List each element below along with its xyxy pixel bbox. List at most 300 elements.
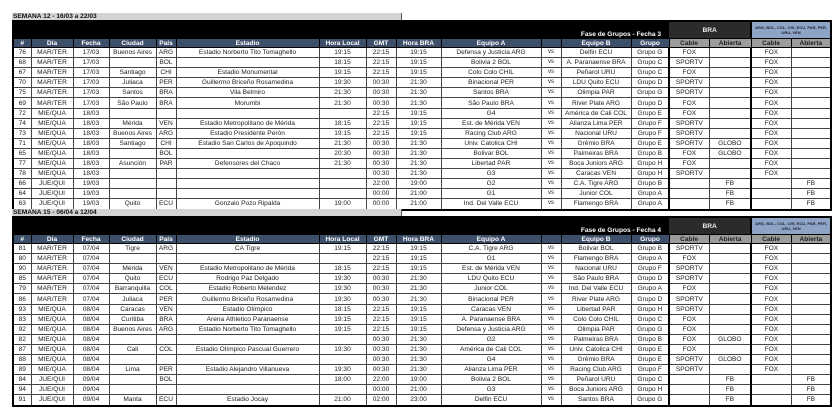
header-team-b: Equipo B [561,235,631,244]
cell-bra-time: 19:15 [396,264,441,274]
schedule-table [12,20,832,211]
cell-bra-cable [669,199,709,210]
cell-team-b: Bolivar BOL [561,244,631,254]
cell-local-time: 19:15 [319,324,366,334]
cell-bra-time: 19:15 [396,48,441,58]
cell-team-b: Junior COL [561,189,631,199]
cell-group: Grupo H [631,169,669,179]
cell-group: Grupo G [631,324,669,334]
cell-match-number: 93 [13,304,31,314]
cell-team-a: Bolivia 2 BOL [441,58,541,68]
cell-country [156,334,176,344]
cell-others-cable [751,385,791,395]
cell-local-time: 21:30 [319,138,366,148]
cell-country: COL [156,344,176,354]
table-row [13,169,831,179]
cell-bra-cable: SPORTV [669,244,709,254]
cell-team-a: Delfin ECU [441,395,541,406]
cell-others-open [791,98,831,108]
table-row [13,68,831,78]
cell-city: Quito [109,274,156,284]
cell-others-cable: FOX [751,324,791,334]
cell-stadium: CA Tigre [176,244,319,254]
cell-gmt-time: 22:15 [366,68,396,78]
cell-team-b: Peñarol URU [561,68,631,78]
table-row [13,199,831,210]
cell-bra-cable: FOX [669,334,709,344]
cell-stadium: Estadio Presidente Perón [176,128,319,138]
cell-bra-open [709,344,751,354]
table-row [13,264,831,274]
cell-local-time: 19:30 [319,274,366,284]
cell-others-cable: FOX [751,108,791,118]
cell-team-b: América de Cali COL [561,108,631,118]
cell-team-b: Delfin ECU [561,48,631,58]
cell-city: Mérida [109,264,156,274]
cell-group: Grupo A [631,284,669,294]
column-headers [13,39,831,48]
cell-bra-time: 23:00 [396,395,441,406]
cell-country [156,254,176,264]
cell-bra-cable: FOX [669,324,709,334]
cell-group: Grupo E [631,344,669,354]
cell-gmt-time: 00:30 [366,274,396,284]
header-country: País [156,39,176,48]
cell-team-a: Ind. Del Valle ECU [441,199,541,210]
cell-match-number: 90 [13,264,31,274]
cell-day: JUE/QUI [31,395,73,406]
cell-team-a: Racing Club ARG [441,128,541,138]
cell-bra-cable: FOX [669,284,709,294]
cell-stadium [176,58,319,68]
cell-others-open [791,88,831,98]
cell-day: MIE/QUA [31,169,73,179]
cell-stadium [176,169,319,179]
phase-band [13,21,831,39]
header-city: Ciudad [109,235,156,244]
cell-bra-open [709,78,751,88]
cell-date: 08/04 [73,324,109,334]
cell-others-cable [751,189,791,199]
table-row [13,395,831,406]
cell-team-a: G4 [441,108,541,118]
cell-local-time: 18:00 [319,375,366,385]
cell-vs: vs [541,199,561,210]
cell-others-cable: FOX [751,128,791,138]
cell-date: 18/03 [73,169,109,179]
cell-city: Buenos Aires [109,324,156,334]
table-row [13,365,831,375]
cell-bra-time: 21:00 [396,189,441,199]
cell-others-cable: FOX [751,294,791,304]
cell-day: JUE/QUI [31,179,73,189]
cell-others-open [791,324,831,334]
cell-day: MIE/QUA [31,138,73,148]
cell-day: JUE/QUI [31,375,73,385]
cell-vs: vs [541,138,561,148]
cell-others-open [791,274,831,284]
cell-vs: vs [541,68,561,78]
cell-bra-time: 21:30 [396,138,441,148]
cell-vs: vs [541,334,561,344]
cell-vs: vs [541,274,561,284]
cell-stadium [176,355,319,365]
cell-team-b: Libertad PAR [561,304,631,314]
cell-group: Grupo H [631,159,669,169]
cell-match-number: 64 [13,189,31,199]
cell-stadium: Estadio Metropolitano de Mérida [176,264,319,274]
header-gmt-time: GMT [366,39,396,48]
table-row [13,344,831,354]
cell-local-time [319,254,366,264]
cell-bra-open [709,169,751,179]
cell-others-cable: FOX [751,244,791,254]
cell-others-open: FB [791,375,831,385]
cell-others-cable [751,395,791,406]
cell-city: Santiago [109,68,156,78]
cell-stadium: Estadio Monumental [176,68,319,78]
cell-gmt-time: 00:00 [366,199,396,210]
header-bra-time: Hora BRA [396,235,441,244]
cell-vs: vs [541,118,561,128]
cell-stadium: Defensores del Chaco [176,159,319,169]
cell-group: Grupo D [631,274,669,284]
cell-team-a: G2 [441,179,541,189]
cell-stadium [176,108,319,118]
cell-team-a: G1 [441,254,541,264]
table-row [13,254,831,264]
cell-day: MIE/QUA [31,159,73,169]
cell-team-b: C.A. Tigre ARG [561,179,631,189]
cell-others-open [791,355,831,365]
cell-bra-cable: FOX [669,344,709,354]
week-label: SEMANA 15 - 06/04 a 12/04 [12,209,402,216]
cell-day: MIE/QUA [31,344,73,354]
cell-date: 17/03 [73,88,109,98]
cell-team-b: São Paulo BRA [561,274,631,284]
cell-date: 07/04 [73,244,109,254]
cell-local-time: 19:15 [319,128,366,138]
cell-bra-time: 21:00 [396,199,441,210]
cell-city: Cali [109,344,156,354]
cell-date: 09/04 [73,375,109,385]
cell-group: Grupo E [631,355,669,365]
table-row [13,294,831,304]
cell-team-a: A. Paranaense BRA [441,314,541,324]
cell-team-b: Santos BRA [561,395,631,406]
cell-country [156,169,176,179]
cell-others-cable: FOX [751,314,791,324]
cell-vs: vs [541,344,561,354]
cell-gmt-time: 22:15 [366,244,396,254]
cell-team-b: Racing Club ARG [561,365,631,375]
cell-gmt-time: 22:15 [366,254,396,264]
cell-bra-time: 19:15 [396,304,441,314]
cell-others-open [791,284,831,294]
header-local-time: Hora Local [319,235,366,244]
cell-country: BRA [156,98,176,108]
cell-others-open [791,334,831,344]
cell-team-b: Peñarol URU [561,375,631,385]
cell-bra-time: 19:00 [396,375,441,385]
cell-stadium: Estadio Olímpico Pascual Guerrero [176,344,319,354]
cell-bra-cable: FOX [669,159,709,169]
cell-match-number: 79 [13,284,31,294]
cell-group: Grupo G [631,395,669,406]
header-gmt-time: GMT [366,235,396,244]
schedule-section [12,13,830,211]
cell-day: MIE/QUA [31,365,73,375]
cell-team-b: Caracas VEN [561,169,631,179]
table-row [13,304,831,314]
cell-date: 07/04 [73,264,109,274]
cell-bra-cable: FOX [669,48,709,58]
cell-team-b: Palmeiras BRA [561,148,631,158]
cell-others-open [791,244,831,254]
cell-bra-cable: SPORTV [669,274,709,284]
cell-date: 08/04 [73,355,109,365]
other-countries-header: ARG, BOL, COL, CHI, ECU, PAR, PER, URU, VEN [751,217,831,235]
cell-bra-time: 21:30 [396,148,441,158]
cell-team-a: G3 [441,169,541,179]
cell-bra-open [709,254,751,264]
cell-others-open [791,58,831,68]
cell-team-b: Alianza Lima PER [561,118,631,128]
cell-others-open [791,68,831,78]
cell-stadium: Estadio Norberto Tito Tomaghello [176,324,319,334]
cell-country: PAR [156,159,176,169]
cell-stadium [176,179,319,189]
cell-date: 08/04 [73,334,109,344]
cell-vs: vs [541,148,561,158]
header-stadium: Estadio [176,235,319,244]
cell-others-open [791,365,831,375]
cell-team-b: LDU Quito ECU [561,78,631,88]
cell-local-time: 21:30 [319,98,366,108]
cell-others-cable: FOX [751,169,791,179]
schedule-section [12,209,830,407]
cell-gmt-time: 00:00 [366,189,396,199]
cell-gmt-time: 00:00 [366,385,396,395]
cell-city [109,148,156,158]
header-bra-cable: Cable [669,235,709,244]
table-row [13,179,831,189]
cell-team-b: Grêmio BRA [561,138,631,148]
cell-local-time: 19:30 [319,284,366,294]
cell-bra-open [709,88,751,98]
cell-gmt-time: 00:30 [366,98,396,108]
cell-bra-cable: SPORTV [669,304,709,314]
cell-bra-cable: SPORTV [669,365,709,375]
header-bra-cable: Cable [669,39,709,48]
table-row [13,48,831,58]
cell-vs: vs [541,159,561,169]
cell-match-number: 92 [13,324,31,334]
cell-bra-cable: SPORTV [669,58,709,68]
cell-city [109,189,156,199]
cell-team-a: Alianza Lima PER [441,365,541,375]
cell-others-cable [751,375,791,385]
cell-team-a: Defensa y Justicia ARG [441,48,541,58]
cell-country: ARG [156,48,176,58]
cell-bra-cable [669,189,709,199]
cell-bra-open [709,159,751,169]
cell-bra-time: 19:15 [396,58,441,68]
cell-gmt-time: 00:30 [366,344,396,354]
cell-team-a: Junior COL [441,284,541,294]
cell-team-a: G2 [441,334,541,344]
cell-bra-cable: SPORTV [669,169,709,179]
cell-group: Grupo B [631,148,669,158]
cell-day: MAR/TER [31,88,73,98]
cell-gmt-time: 00:30 [366,334,396,344]
cell-match-number: 80 [13,254,31,264]
cell-day: MIE/QUA [31,304,73,314]
cell-others-cable [751,199,791,210]
cell-match-number: 91 [13,395,31,406]
cell-group: Grupo C [631,375,669,385]
cell-stadium [176,189,319,199]
table-row [13,118,831,128]
cell-team-a: Colo Colo CHIL [441,68,541,78]
cell-day: MIE/QUA [31,118,73,128]
cell-country: PER [156,78,176,88]
cell-gmt-time: 00:30 [366,294,396,304]
cell-vs: vs [541,108,561,118]
cell-bra-open [709,118,751,128]
cell-bra-open: FB [709,189,751,199]
cell-stadium: Rodrigo Paz Delgado [176,274,319,284]
cell-bra-open: GLOBO [709,148,751,158]
cell-country: COL [156,284,176,294]
cell-vs: vs [541,244,561,254]
cell-city: Curitiba [109,314,156,324]
cell-city [109,58,156,68]
cell-team-b: Nacional URU [561,264,631,274]
cell-bra-time: 21:30 [396,344,441,354]
cell-vs: vs [541,375,561,385]
cell-bra-open [709,68,751,78]
cell-bra-cable: FOX [669,108,709,118]
cell-date: 18/03 [73,159,109,169]
cell-bra-time: 21:30 [396,355,441,365]
cell-city: Quito [109,199,156,210]
cell-others-cable: FOX [751,304,791,314]
table-row [13,88,831,98]
cell-vs: vs [541,304,561,314]
cell-team-b: Univ. Catolica CHI [561,344,631,354]
cell-others-open: FB [791,199,831,210]
cell-bra-open: FB [709,375,751,385]
cell-stadium: Estadio Roberto Melendez [176,284,319,294]
cell-group: Grupo F [631,365,669,375]
cell-bra-time: 21:30 [396,284,441,294]
cell-day: MIE/QUA [31,148,73,158]
cell-others-cable: FOX [751,355,791,365]
cell-others-open [791,344,831,354]
cell-bra-time: 19:15 [396,314,441,324]
cell-stadium [176,148,319,158]
cell-vs: vs [541,254,561,264]
cell-team-b: Olimpia PAR [561,324,631,334]
cell-bra-time: 21:00 [396,385,441,395]
cell-team-a: América de Cali COL [441,344,541,354]
cell-others-cable [751,179,791,189]
cell-day: MAR/TER [31,98,73,108]
cell-others-cable: FOX [751,48,791,58]
header-bra-open: Abierta [709,235,751,244]
cell-bra-cable: SPORTV [669,78,709,88]
cell-gmt-time: 02:00 [366,395,396,406]
cell-local-time: 19:30 [319,294,366,304]
cell-bra-time: 19:15 [396,128,441,138]
cell-date: 07/04 [73,254,109,264]
cell-local-time [319,385,366,395]
cell-team-a: Defensa y Justicia ARG [441,324,541,334]
cell-others-cable: FOX [751,334,791,344]
cell-date: 08/04 [73,365,109,375]
cell-match-number: 69 [13,98,31,108]
cell-match-number: 74 [13,118,31,128]
cell-city: Santos [109,88,156,98]
cell-bra-cable: SPORTV [669,88,709,98]
cell-bra-cable [669,385,709,395]
cell-gmt-time: 22:15 [366,264,396,274]
cell-group: Grupo F [631,128,669,138]
cell-team-b: Flamengo BRA [561,254,631,264]
cell-date: 19/03 [73,189,109,199]
cell-city: Manta [109,395,156,406]
cell-local-time: 21:30 [319,88,366,98]
header-day: Día [31,235,73,244]
cell-bra-time: 21:30 [396,98,441,108]
cell-country [156,355,176,365]
cell-vs: vs [541,78,561,88]
header-others-open: Abierta [791,39,831,48]
cell-group: Grupo A [631,189,669,199]
table-row [13,138,831,148]
cell-date: 18/03 [73,108,109,118]
cell-bra-time: 21:30 [396,78,441,88]
cell-bra-open: GLOBO [709,138,751,148]
cell-country: ARG [156,244,176,254]
cell-local-time: 21:30 [319,159,366,169]
cell-country: CHI [156,68,176,78]
cell-team-a: G4 [441,355,541,365]
cell-day: MIE/QUA [31,108,73,118]
cell-team-b: Boca Juniors ARG [561,159,631,169]
cell-local-time: 20:30 [319,148,366,158]
table-row [13,108,831,118]
cell-day: MIE/QUA [31,128,73,138]
cell-bra-open: GLOBO [709,355,751,365]
cell-country: PER [156,365,176,375]
cell-stadium: Arena Athletico Paranaense [176,314,319,324]
cell-gmt-time: 00:30 [366,284,396,294]
cell-city: Buenos Aires [109,48,156,58]
cell-others-open: FB [791,179,831,189]
cell-group: Grupo H [631,385,669,395]
cell-local-time [319,334,366,344]
cell-vs: vs [541,264,561,274]
cell-vs: vs [541,355,561,365]
cell-others-open [791,254,831,264]
cell-city: São Paulo [109,98,156,108]
cell-match-number: 84 [13,375,31,385]
cell-match-number: 72 [13,108,31,118]
cell-gmt-time: 00:30 [366,138,396,148]
cell-bra-cable: FOX [669,314,709,324]
